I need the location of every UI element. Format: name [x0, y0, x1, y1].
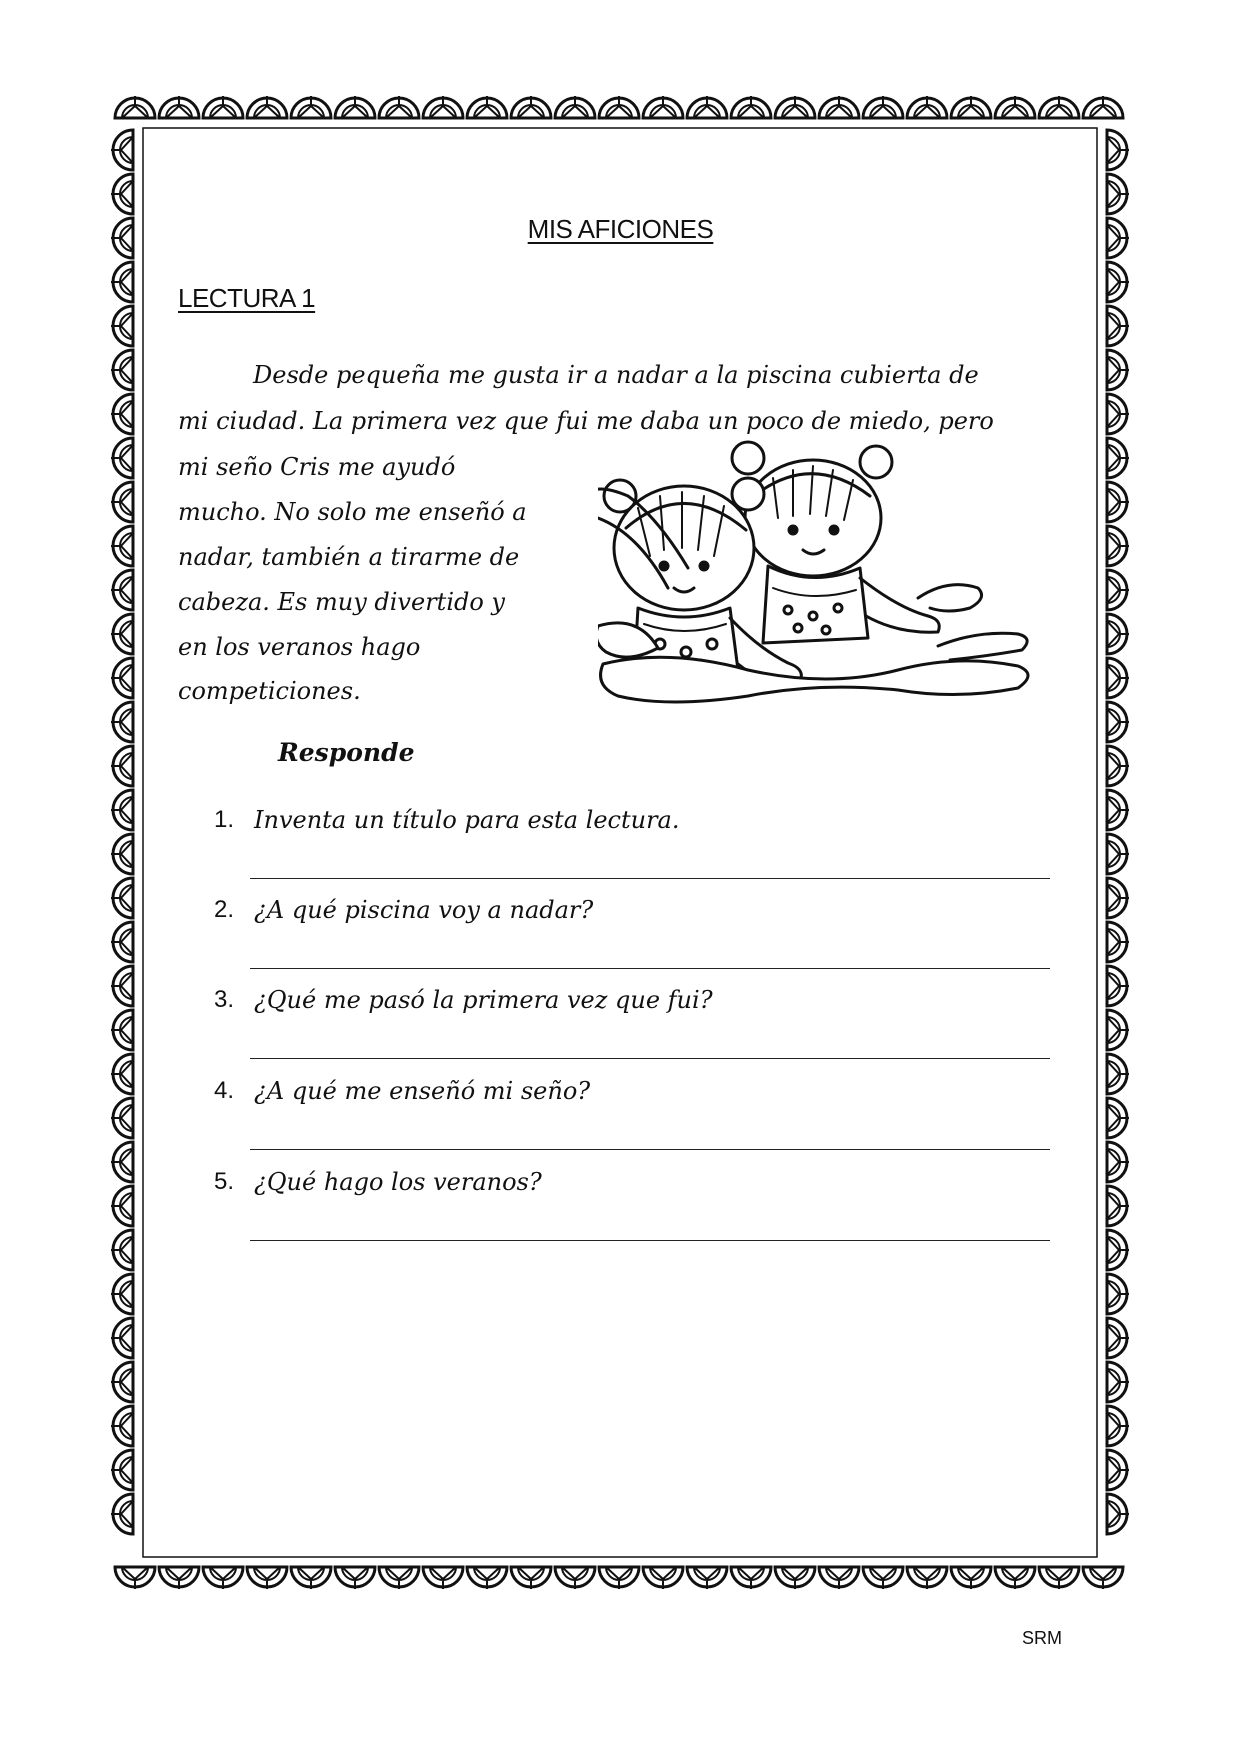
reading-line: competiciones. [178, 677, 361, 705]
border-scallop [111, 570, 133, 610]
border-scallop [159, 96, 199, 118]
border-scallop [775, 1567, 815, 1589]
border-scallop [291, 1567, 331, 1589]
border-scallop [995, 96, 1035, 118]
swimming-children-icon [598, 438, 1038, 710]
border-scallop [111, 1494, 133, 1534]
border-scallop [1107, 966, 1129, 1006]
border-scallop [1107, 922, 1129, 962]
question-text: ¿A qué piscina voy a nadar? [254, 896, 594, 924]
border-scallop [111, 482, 133, 522]
border-scallop [111, 1186, 133, 1226]
border-scallop [1083, 1567, 1123, 1589]
reading-line: mi seño Cris me ayudó [178, 453, 456, 481]
answer-line[interactable] [250, 1240, 1050, 1241]
border-scallop [111, 306, 133, 346]
border-scallop [467, 1567, 507, 1589]
border-scallop [775, 96, 815, 118]
question-item [214, 1162, 1054, 1252]
border-scallop [203, 96, 243, 118]
border-scallop [1107, 702, 1129, 742]
border-scallop [1107, 1054, 1129, 1094]
border-scallop [1083, 96, 1123, 118]
border-scallop [819, 1567, 859, 1589]
border-scallop [111, 1230, 133, 1270]
border-scallop [1107, 1098, 1129, 1138]
border-scallop [1107, 1186, 1129, 1226]
border-scallop [1107, 878, 1129, 918]
question-text: ¿Qué hago los veranos? [254, 1168, 542, 1196]
border-scallop [1107, 1494, 1129, 1534]
border-scallop [1107, 1406, 1129, 1446]
border-scallop [111, 1318, 133, 1358]
border-scallop [1107, 526, 1129, 566]
border-scallop [1107, 790, 1129, 830]
border-scallop [111, 966, 133, 1006]
border-scallop [1107, 1274, 1129, 1314]
border-scallop [1107, 614, 1129, 654]
border-scallop [1107, 1318, 1129, 1358]
border-scallop [643, 1567, 683, 1589]
question-number: 2. [214, 896, 235, 923]
question-number: 1. [214, 806, 235, 833]
border-scallop [335, 1567, 375, 1589]
border-scallop [115, 96, 155, 118]
question-number: 5. [214, 1168, 235, 1195]
border-scallop [1107, 130, 1129, 170]
author-signature: SRM [1022, 1628, 1062, 1648]
question-text: Inventa un título para esta lectura. [254, 806, 680, 834]
reading-line: Desde pequeña me gusta ir a nadar a la piscina cubierta de [253, 361, 979, 389]
answer-line[interactable] [250, 968, 1050, 969]
answer-line[interactable] [250, 1149, 1050, 1150]
border-scallop [111, 1054, 133, 1094]
border-scallop [111, 658, 133, 698]
border-scallop [951, 96, 991, 118]
border-scallop [423, 96, 463, 118]
border-scallop [111, 1362, 133, 1402]
reading-line: en los veranos hago [178, 633, 421, 661]
border-scallop [111, 350, 133, 390]
border-scallop [995, 1567, 1035, 1589]
border-scallop [1039, 96, 1079, 118]
border-scallop [111, 1098, 133, 1138]
border-scallop [951, 1567, 991, 1589]
border-scallop [687, 1567, 727, 1589]
border-scallop [1107, 658, 1129, 698]
border-scallop [111, 130, 133, 170]
border-scallop [115, 1567, 155, 1589]
border-scallop [1107, 1142, 1129, 1182]
border-scallop [379, 1567, 419, 1589]
border-scallop [111, 790, 133, 830]
border-scallop [599, 1567, 639, 1589]
border-scallop [111, 1142, 133, 1182]
border-scallop [111, 1450, 133, 1490]
border-scallop [1107, 746, 1129, 786]
reading-line: cabeza. Es muy divertido y [178, 588, 505, 616]
question-text: ¿Qué me pasó la primera vez que fui? [254, 986, 713, 1014]
border-scallop [1039, 1567, 1079, 1589]
border-scallop [731, 96, 771, 118]
border-scallop [111, 1274, 133, 1314]
answer-line[interactable] [250, 1058, 1050, 1059]
border-scallop [1107, 1010, 1129, 1050]
border-scallop [1107, 482, 1129, 522]
border-scallop [203, 1567, 243, 1589]
border-scallop [1107, 1362, 1129, 1402]
border-scallop [555, 1567, 595, 1589]
border-scallop [907, 96, 947, 118]
border-scallop [1107, 834, 1129, 874]
border-scallop [247, 96, 287, 118]
border-scallop [111, 922, 133, 962]
border-scallop [1107, 570, 1129, 610]
border-scallop [731, 1567, 771, 1589]
border-scallop [907, 1567, 947, 1589]
border-scallop [111, 746, 133, 786]
border-scallop [111, 614, 133, 654]
responde-heading: Responde [278, 738, 415, 767]
reading-line: mucho. No solo me enseñó a [178, 498, 527, 526]
question-number: 3. [214, 986, 235, 1013]
question-number: 4. [214, 1077, 235, 1104]
border-scallop [1107, 438, 1129, 478]
border-scallop [379, 96, 419, 118]
border-scallop [599, 96, 639, 118]
border-scallop [1107, 394, 1129, 434]
border-scallop [111, 1010, 133, 1050]
border-scallop [335, 96, 375, 118]
border-scallop [111, 526, 133, 566]
reading-line: mi ciudad. La primera vez que fui me daba un poco de miedo, pero [178, 407, 994, 435]
border-scallop [291, 96, 331, 118]
border-scallop [1107, 1450, 1129, 1490]
question-item [214, 890, 1054, 980]
border-scallop [1107, 262, 1129, 302]
border-scallop [111, 438, 133, 478]
border-scallop [555, 96, 595, 118]
border-scallop [863, 96, 903, 118]
border-scallop [687, 96, 727, 118]
section-label: LECTURA 1 [178, 283, 316, 313]
reading-line: nadar, también a tirarme de [178, 543, 520, 571]
border-scallop [511, 1567, 551, 1589]
border-scallop [423, 1567, 463, 1589]
border-scallop [467, 96, 507, 118]
border-scallop [159, 1567, 199, 1589]
answer-line[interactable] [250, 878, 1050, 879]
question-item [214, 800, 1054, 890]
question-item [214, 1071, 1054, 1161]
border-scallop [111, 394, 133, 434]
border-scallop [863, 1567, 903, 1589]
border-scallop [1107, 174, 1129, 214]
border-scallop [111, 1406, 133, 1446]
border-scallop [247, 1567, 287, 1589]
page-title: MIS AFICIONES [527, 214, 714, 244]
border-scallop [511, 96, 551, 118]
border-scallop [111, 878, 133, 918]
question-text: ¿A qué me enseñó mi seño? [254, 1077, 591, 1105]
border-scallop [111, 834, 133, 874]
border-scallop [819, 96, 859, 118]
border-scallop [1107, 306, 1129, 346]
border-scallop [111, 262, 133, 302]
border-scallop [111, 702, 133, 742]
question-item [214, 980, 1054, 1070]
border-scallop [1107, 1230, 1129, 1270]
border-scallop [111, 174, 133, 214]
border-scallop [643, 96, 683, 118]
